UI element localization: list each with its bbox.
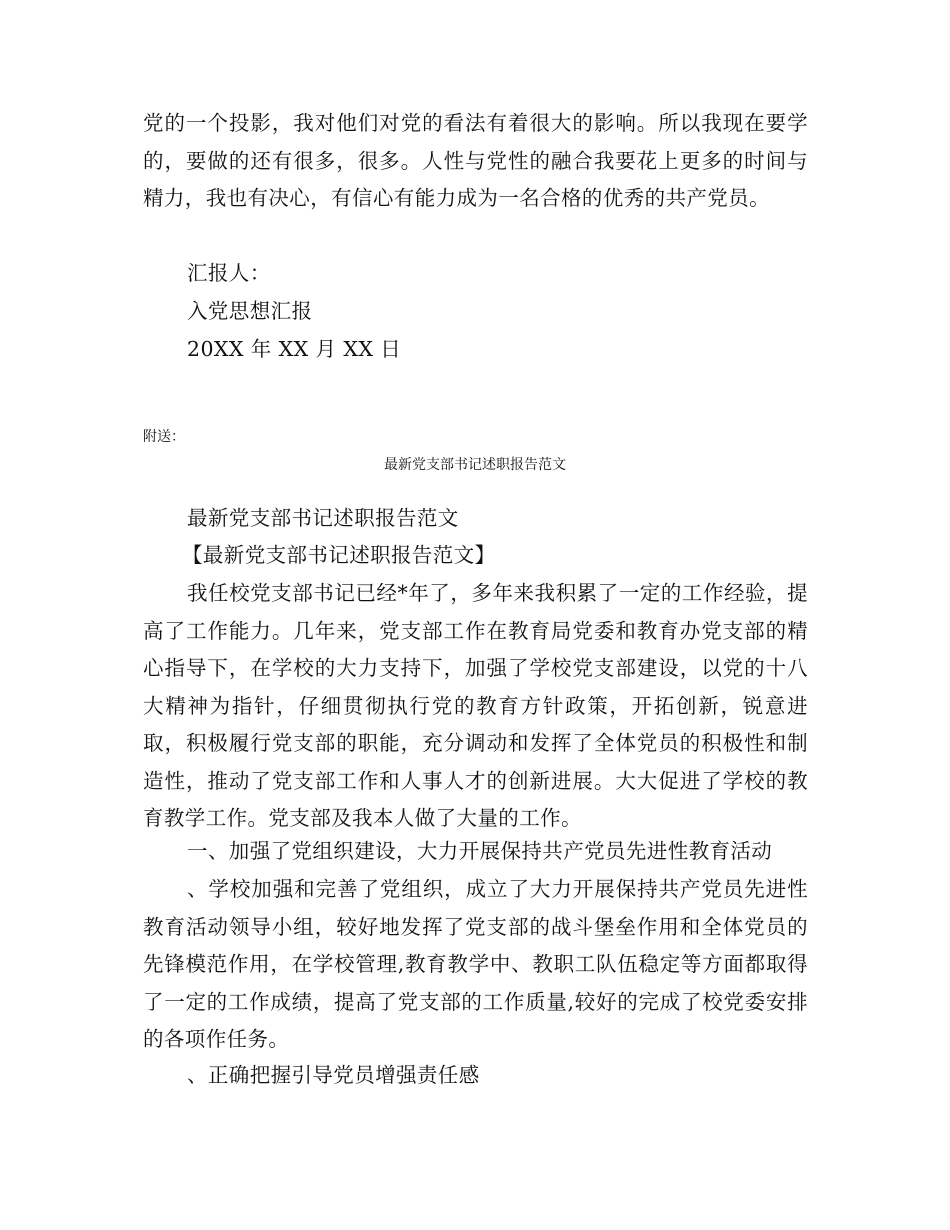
- report-date: 20XX 年 XX 月 XX 日: [187, 337, 402, 361]
- continued-paragraph: 党的一个投影，我对他们对党的看法有着很大的影响。所以我现在要学的，要做的还有很多，很多。人性与党性的融合我要花上更多的时间与精力，我也有决心，有信心有能力成为一名合格的优秀的共产党员。: [143, 111, 808, 210]
- section-heading-2: 、正确把握引导党员增强责任感: [187, 1063, 480, 1087]
- reporter-label: 汇报人：: [187, 261, 271, 285]
- body-heading: 最新党支部书记述职报告范文: [187, 506, 459, 530]
- body-paragraph-intro: 我任校党支部书记已经*年了，多年来我积累了一定的工作经验，提高了工作能力。几年来，党支部工作在教育局党委和教育办党支部的精心指导下，在学校的大力支持下，加强了学校党支部建设，以党的十八大精神为指针，仔细贯彻执行党的教育方针政策，开拓创新，锐意进取，积极履行党支部的职能，充分调动和发挥了全体党员的积极性和制造性，推动了党支部工作和人事人才的创新进展。大大促进了学校的教育教学工作。党支部及我本人做了大量的工作。: [143, 581, 808, 830]
- attachment-label: 附送：: [143, 429, 185, 445]
- body-paragraph-section-1: 、学校加强和完善了党组织，成立了大力开展保持共产党员先进性教育活动领导小组，较好地发挥了党支部的战斗堡垒作用和全体党员的先锋模范作用，在学校管理,教育教学中、教职工队伍稳定等方面都取得了一定的工作成绩，提高了党支部的工作质量,较好的完成了校党委安排的各项作任务。: [143, 877, 808, 1051]
- document-type-label: 入党思想汇报: [187, 299, 313, 323]
- section-heading-1: 一、加强了党组织建设，大力开展保持共产党员先进性教育活动: [187, 839, 773, 863]
- attachment-title: 最新党支部书记述职报告范文: [384, 457, 566, 473]
- body-bracket-heading: 【最新党支部书记述职报告范文】: [182, 543, 496, 567]
